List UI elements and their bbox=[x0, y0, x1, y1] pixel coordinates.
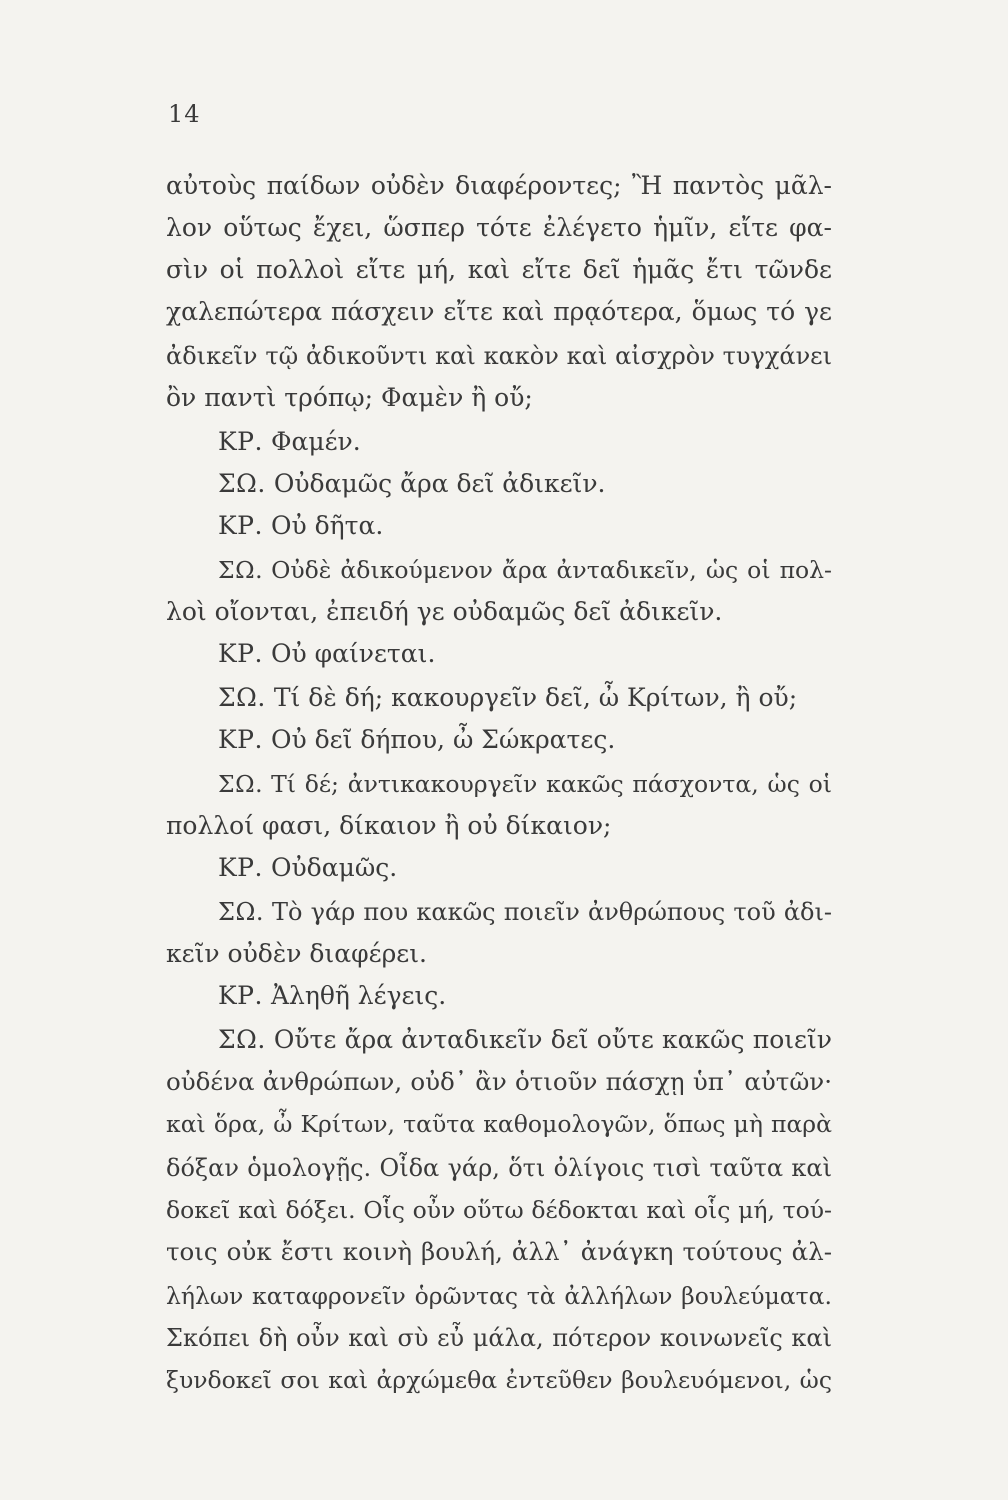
text-line bbox=[218, 724, 615, 756]
text-line bbox=[166, 382, 533, 414]
line-text: Οὐ δῆτα. bbox=[270, 511, 384, 540]
speaker-label: ΚΡ. bbox=[218, 639, 263, 668]
line-text: ὂν παντὶ τρόπῳ; Φαμὲν ἢ οὔ; bbox=[166, 383, 533, 412]
text-line bbox=[218, 896, 832, 928]
speaker-label: ΚΡ. bbox=[218, 981, 263, 1010]
text-line bbox=[166, 1236, 832, 1268]
line-text: πολλοί φασι, δίκαιον ἢ οὐ δίκαιον; bbox=[166, 811, 612, 840]
line-text: Οὐ δεῖ δήπου, ὦ Σώκρατες. bbox=[270, 725, 616, 754]
text-line bbox=[166, 1194, 832, 1226]
line-text: Σκόπει δὴ οὖν καὶ σὺ εὖ μάλα, πότερον κοινωνεῖς καὶ bbox=[166, 1324, 832, 1352]
text-line bbox=[218, 1024, 832, 1056]
speaker-label: ΣΩ. bbox=[218, 770, 264, 798]
text-line bbox=[166, 810, 611, 842]
text-line bbox=[166, 254, 832, 286]
text-line bbox=[166, 1066, 832, 1098]
speaker-label: ΣΩ. bbox=[218, 556, 264, 584]
text-line bbox=[218, 682, 797, 714]
line-text: χαλεπώτερα πάσχειν εἴτε καὶ πρᾳότερα, ὅμως τό γε bbox=[166, 297, 832, 326]
line-text: καὶ ὅρα, ὦ Κρίτων, ταῦτα καθομολογῶν, ὅπως μὴ παρὰ bbox=[166, 1110, 832, 1138]
line-text: Τὸ γάρ που κακῶς ποιεῖν ἀνθρώπους τοῦ ἀδι- bbox=[272, 898, 832, 926]
text-line bbox=[166, 1152, 832, 1184]
text-line bbox=[166, 170, 832, 202]
line-text: ἀδικεῖν τῷ ἀδικοῦντι καὶ κακὸν καὶ αἰσχρὸν τυγχάνει bbox=[166, 342, 832, 370]
text-line bbox=[218, 980, 446, 1012]
speaker-label: ΣΩ. bbox=[218, 1025, 266, 1054]
line-text: Οὐδαμῶς ἄρα δεῖ ἀδικεῖν. bbox=[273, 469, 606, 498]
text-line bbox=[166, 296, 832, 328]
text-line bbox=[166, 212, 832, 244]
text-line bbox=[218, 638, 435, 670]
line-text: Φαμέν. bbox=[270, 427, 361, 456]
line-text: λήλων καταφρονεῖν ὁρῶντας τὰ ἀλλήλων βουλεύματα. bbox=[166, 1282, 832, 1310]
text-line bbox=[218, 510, 383, 542]
speaker-label: ΚΡ. bbox=[218, 427, 263, 456]
speaker-label: ΣΩ. bbox=[218, 683, 266, 712]
line-text: δόξαν ὁμολογῇς. Οἶδα γάρ, ὅτι ὀλίγοις τισὶ ταῦτα καὶ bbox=[166, 1154, 832, 1182]
speaker-label: ΣΩ. bbox=[218, 898, 264, 926]
line-text: σὶν οἱ πολλοὶ εἴτε μή, καὶ εἴτε δεῖ ἡμᾶς ἔτι τῶνδε bbox=[166, 255, 832, 284]
speaker-label: ΚΡ. bbox=[218, 511, 263, 540]
text-line bbox=[166, 1280, 832, 1312]
text-line bbox=[218, 852, 397, 884]
line-text: Τί δέ; ἀντικακουργεῖν κακῶς πάσχοντα, ὡς οἱ bbox=[271, 770, 832, 798]
text-line bbox=[218, 554, 832, 586]
text-line bbox=[166, 1364, 832, 1396]
line-text: κεῖν οὐδὲν διαφέρει. bbox=[166, 939, 427, 968]
text-line bbox=[218, 468, 606, 500]
text-line bbox=[166, 1108, 832, 1140]
line-text: Ἀληθῆ λέγεις. bbox=[270, 981, 447, 1010]
text-line bbox=[166, 596, 722, 628]
line-text: Οὐ φαίνεται. bbox=[270, 639, 436, 668]
text-line bbox=[218, 768, 832, 800]
line-text: δοκεῖ καὶ δόξει. Οἷς οὖν οὕτω δέδοκται καὶ οἷς μή, τού- bbox=[166, 1196, 832, 1224]
text-line bbox=[218, 426, 361, 458]
line-text: Οὐδαμῶς. bbox=[270, 853, 398, 882]
line-text: Τί δὲ δή; κακουργεῖν δεῖ, ὦ Κρίτων, ἢ οὔ; bbox=[273, 683, 798, 712]
line-text: Οὔτε ἄρα ἀνταδικεῖν δεῖ οὔτε κακῶς ποιεῖν bbox=[273, 1025, 832, 1054]
text-line bbox=[166, 340, 832, 372]
page-number: 14 bbox=[168, 100, 201, 128]
line-text: Οὐδὲ ἀδικούμενον ἄρα ἀνταδικεῖν, ὡς οἱ πολ- bbox=[271, 556, 832, 584]
line-text: ξυνδοκεῖ σοι καὶ ἀρχώμεθα ἐντεῦθεν βουλευόμενοι, ὡς bbox=[166, 1366, 832, 1394]
text-line bbox=[166, 938, 427, 970]
speaker-label: ΣΩ. bbox=[218, 469, 266, 498]
speaker-label: ΚΡ. bbox=[218, 853, 263, 882]
text-line bbox=[166, 1322, 832, 1354]
line-text: οὐδένα ἀνθρώπων, οὐδ᾽ ἂν ὁτιοῦν πάσχῃ ὑπ᾽ αὐτῶν· bbox=[166, 1067, 832, 1096]
line-text: λοὶ οἴονται, ἐπειδή γε οὐδαμῶς δεῖ ἀδικεῖν. bbox=[166, 597, 723, 626]
line-text: τοις οὐκ ἔστι κοινὴ βουλή, ἀλλ᾽ ἀνάγκη τούτους ἀλ- bbox=[166, 1237, 832, 1266]
line-text: λον οὕτως ἔχει, ὥσπερ τότε ἐλέγετο ἡμῖν, εἴτε φα- bbox=[166, 213, 832, 242]
speaker-label: ΚΡ. bbox=[218, 725, 263, 754]
line-text: αὐτοὺς παίδων οὐδὲν διαφέροντες; Ἢ παντὸς μᾶλ- bbox=[166, 171, 832, 200]
